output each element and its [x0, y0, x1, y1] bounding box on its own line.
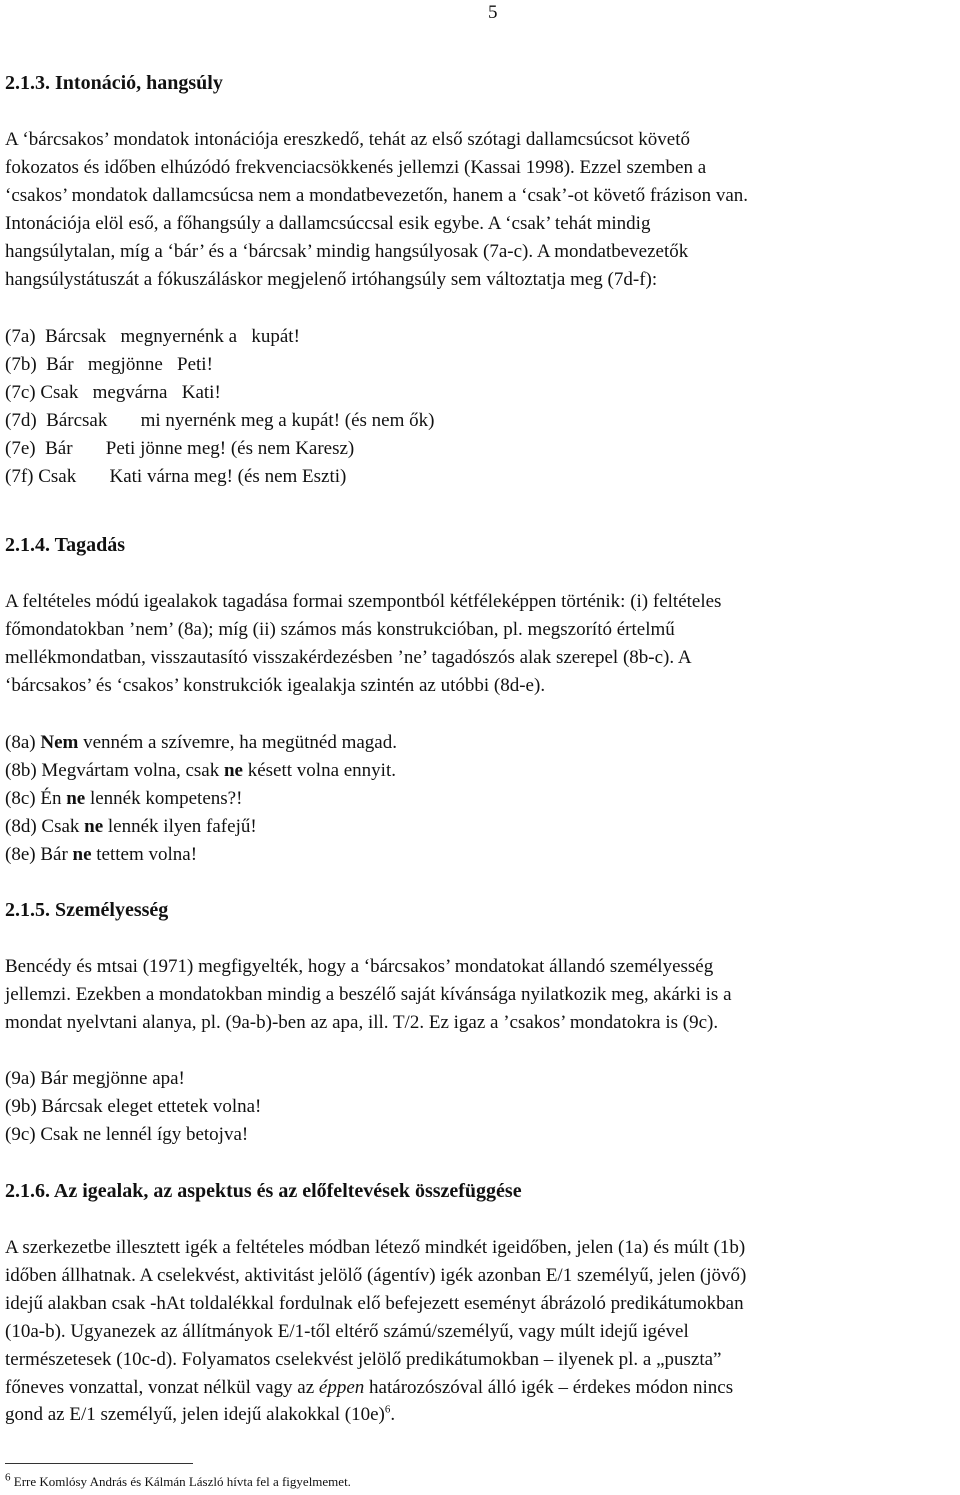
text-line: gond az E/1 személyű, jelen idejű alakokkal $(10e)^6$. — [5, 1404, 396, 1426]
text-line: Bencédy és mtsai (1971) megfigyelték, hogy a ‘bárcsakos’ mondatokat állandó személyesség — [5, 956, 714, 977]
example-8e: (8e) Bár ne tettem volna! — [5, 843, 198, 865]
examples-9 — [5, 1065, 940, 1149]
text-line: ‘bárcsakos’ és ‘csakos’ konstrukciók igealakja szintén az utóbbi (8d-e). — [5, 674, 546, 696]
example-7e: (7e) Bár Peti jönne meg! (és nem Karesz) — [5, 437, 355, 459]
text-line: A ‘bárcsakos’ mondatok intonációja ereszkedő, tehát az első szótagi dallamcsúcsot követő — [5, 129, 691, 150]
paragraph-szemelyesseg — [5, 953, 940, 1037]
section-heading-igealak: 2.1.6. Az igealak, az aspektus és az előfeltevések összefüggése — [5, 1180, 522, 1202]
section-heading-tagadas: 2.1.4. Tagadás — [5, 534, 126, 556]
text-line: (10a-b). Ugyanezek az állítmányok E/1-től eltérő számú/személyű, vagy múlt idejű igével — [5, 1320, 689, 1342]
text-line: mondat nyelvtani alanya, pl. (9a-b)-ben az apa, ill. T/2. Ez igaz a ’csakos’ mondatokra is (9c). — [5, 1011, 719, 1033]
text-line: A feltételes módú igealakok tagadása formai szempontból kétféleképpen történik: (i) feltételes — [5, 591, 722, 612]
text-line: természetesek (10c-d). Folyamatos cselekvést jelölő predikátumokban – ilyenek pl. a „puszta” — [5, 1348, 722, 1370]
page-number: 5 — [488, 2, 498, 23]
text-line: jellemzi. Ezekben a mondatokban mindig a beszélő saját kívánsága nyilatkozik meg, akárki is a — [5, 983, 732, 1005]
example-7c: (7c) Csak megvárna Kati! — [5, 381, 221, 403]
text-line: Intonációja elöl eső, a főhangsúly a dallamcsúccsal esik egybe. A ‘csak’ tehát mindig — [5, 212, 651, 234]
example-9b: (9b) Bárcsak eleget ettetek volna! — [5, 1095, 262, 1117]
footnote-reference: 6 — [384, 1404, 391, 1417]
text-line: idejű alakban csak -hAt toldalékkal fordulnak elő befejezett eseményt ábrázoló predikátumokban — [5, 1292, 744, 1314]
example-8b: (8b) Megvártam volna, csak ne késett volna ennyit. — [5, 759, 396, 781]
text-line: főmondatokban ’nem’ (8a); míg (ii) számos más konstrukcióban, pl. megszorító értelmű — [5, 618, 675, 640]
footnote-divider — [5, 1463, 193, 1464]
text-line: hangsúlytalan, míg a ‘bár’ és a ‘bárcsak’ mindig hangsúlyosak (7a-c). A mondatbevezetők — [5, 240, 689, 262]
paragraph-intonacio — [5, 126, 940, 293]
text-line: fokozatos és időben elhúzódó frekvenciacsökkenés jellemzi (Kassai 1998). Ezzel szemben a — [5, 156, 707, 178]
example-7a: (7a) Bárcsak megnyernénk a kupát! — [5, 326, 300, 347]
section-heading-szemelyesseg: 2.1.5. Személyesség — [5, 899, 169, 921]
paragraph-igealak — [5, 1234, 940, 1429]
example-7b: (7b) Bár megjönne Peti! — [5, 353, 213, 375]
example-9a: (9a) Bár megjönne apa! — [5, 1068, 185, 1089]
text-line: A szerkezetbe illesztett igék a feltételes módban létező mindkét igeidőben, jelen (1a) és múlt (1b) — [5, 1237, 746, 1258]
paragraph-tagadas — [5, 588, 940, 700]
example-9c: (9c) Csak ne lennél így betojva! — [5, 1123, 249, 1145]
example-8a: (8a) Nem venném a szívemre, ha megütnéd magad. — [5, 732, 397, 753]
examples-8 — [5, 729, 940, 869]
text-line: főneves vonzattal, vonzat nélkül vagy az éppen határozószóval álló igék – érdekes módon nincs — [5, 1376, 734, 1398]
example-7f: (7f) Csak Kati várna meg! (és nem Eszti) — [5, 465, 347, 487]
footnote-text: Erre Komlósy András és Kálmán László hívta fel a figyelmemet. — [10, 1474, 351, 1489]
text-line: időben állhatnak. A cselekvést, aktivitást jelölő (ágentív) igék azonban E/1 személyű, jelen (jövő) — [5, 1264, 747, 1286]
example-8d: (8d) Csak ne lennék ilyen fafejű! — [5, 815, 257, 837]
example-8c: (8c) Én ne lennék kompetens?! — [5, 787, 243, 809]
examples-7 — [5, 323, 940, 490]
footnote-marker: 6 — [5, 1471, 11, 1484]
text-line: mellékmondatban, visszautasító visszakérdezésben ’ne’ tagadószós alak szerepel (8b-c). A — [5, 646, 692, 668]
section-heading-intonacio: 2.1.3. Intonáció, hangsúly — [5, 72, 223, 94]
text-line: hangsúlystátuszát a fókuszáláskor megjelenő irtóhangsúly sem változtatja meg (7d-f): — [5, 268, 658, 290]
example-7d: (7d) Bárcsak mi nyernénk meg a kupát! (és nem ők) — [5, 409, 435, 431]
text-line: ‘csakos’ mondatok dallamcsúcsa nem a mondatbevezetőn, hanem a ‘csak’-ot követő frázison van. — [5, 184, 749, 206]
footnote — [5, 1471, 351, 1490]
